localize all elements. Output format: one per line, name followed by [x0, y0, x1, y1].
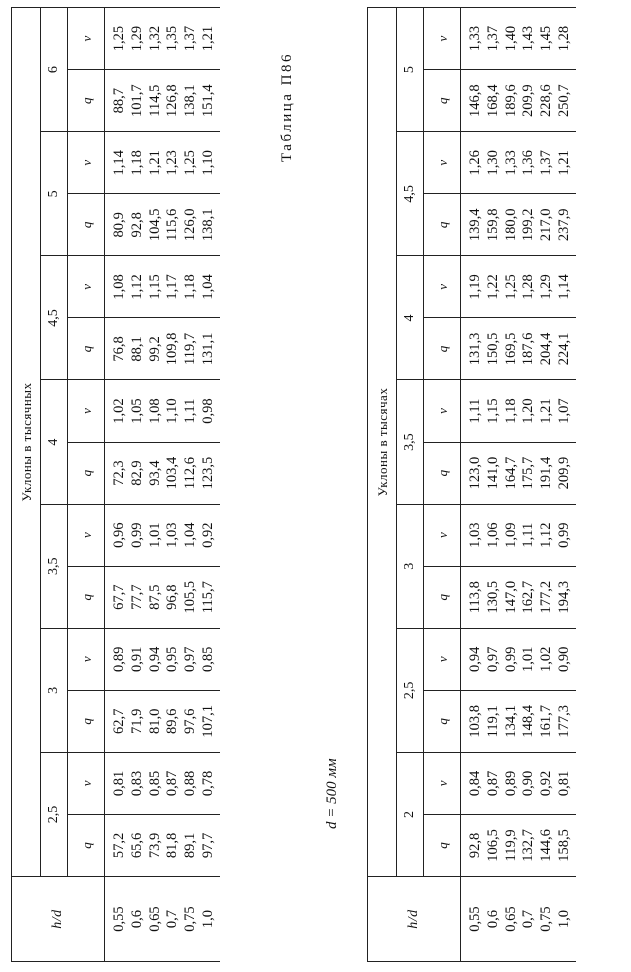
q-value: 237,9 — [555, 208, 572, 242]
q-value: 150,5 — [484, 332, 501, 366]
q-value: 162,7 — [520, 580, 537, 614]
q-value: 119,9 — [502, 829, 519, 862]
hd-value: 0,65 — [146, 906, 163, 932]
slope-header: 3 — [397, 504, 424, 628]
slope-header: 3 — [41, 628, 68, 752]
v-value: 1,33 — [502, 150, 519, 176]
slope-header: 6 — [41, 8, 68, 132]
slope-header: 5 — [397, 8, 424, 132]
v-header: v — [424, 8, 461, 70]
q-values-cell — [105, 814, 220, 876]
v-value: 1,09 — [502, 522, 519, 548]
q-value: 126,0 — [182, 208, 199, 242]
q-value: 159,8 — [484, 208, 501, 242]
v-values-cell — [461, 504, 576, 566]
v-values-cell — [105, 256, 220, 318]
v-value: 1,11 — [467, 398, 483, 424]
v-values-cell — [461, 256, 576, 318]
q-value: 168,4 — [484, 84, 501, 118]
q-value: 112,6 — [182, 457, 199, 490]
v-value: 1,25 — [111, 25, 127, 52]
q-value: 93,4 — [146, 460, 163, 486]
v-value: 1,23 — [164, 150, 181, 176]
v-header: v — [424, 752, 461, 814]
v-value: 1,03 — [467, 522, 483, 548]
v-value: 1,43 — [520, 25, 537, 52]
q-value: 103,4 — [164, 456, 181, 490]
v-values-cell — [461, 132, 576, 194]
v-value: 1,01 — [520, 646, 537, 672]
q-value: 114,5 — [146, 84, 163, 117]
q-values-cell — [105, 194, 220, 256]
v-value: 1,12 — [538, 522, 555, 548]
q-value: 141,0 — [484, 456, 501, 490]
v-header: v — [68, 380, 105, 442]
row-header: h/d — [12, 877, 105, 962]
q-value: 177,3 — [555, 705, 572, 738]
v-values-cell — [461, 752, 576, 814]
v-value: 1,18 — [128, 150, 145, 176]
v-value: 0,88 — [182, 770, 199, 797]
slope-header: 4,5 — [397, 132, 424, 256]
q-values-cell — [461, 690, 576, 752]
v-value: 0,92 — [538, 770, 555, 797]
v-value: 1,36 — [520, 150, 537, 176]
v-value: 1,29 — [538, 274, 555, 300]
v-value: 1,28 — [555, 25, 572, 52]
q-value: 131,1 — [199, 332, 216, 366]
v-value: 1,21 — [146, 150, 163, 176]
q-value: 144,6 — [538, 829, 555, 862]
q-header: q — [424, 194, 461, 256]
q-values-cell — [461, 814, 576, 876]
group-header: Уклоны в тысячах — [368, 8, 397, 877]
q-value: 71,9 — [128, 708, 145, 735]
v-value: 0,90 — [520, 770, 537, 797]
v-value: 0,84 — [467, 770, 483, 797]
v-value: 1,01 — [146, 522, 163, 548]
v-value: 0,78 — [199, 770, 216, 797]
slope-header: 4 — [41, 380, 68, 504]
v-value: 1,21 — [538, 398, 555, 424]
q-value: 89,1 — [182, 832, 199, 859]
q-value: 119,7 — [182, 332, 199, 366]
q-header: q — [68, 690, 105, 752]
v-header: v — [68, 256, 105, 318]
q-value: 96,8 — [164, 584, 181, 610]
v-value: 0,92 — [199, 522, 216, 548]
v-value: 1,04 — [199, 274, 216, 300]
v-value: 0,87 — [164, 770, 181, 797]
q-value: 189,6 — [502, 84, 519, 118]
v-value: 0,99 — [128, 522, 145, 548]
v-value: 0,90 — [555, 646, 572, 672]
q-values-cell — [461, 70, 576, 132]
v-value: 0,89 — [502, 770, 519, 797]
v-value: 1,40 — [502, 25, 519, 52]
v-value: 1,32 — [146, 25, 163, 52]
q-header: q — [424, 442, 461, 504]
table-bottom — [367, 7, 576, 962]
q-header: q — [424, 566, 461, 628]
slope-header: 2 — [397, 752, 424, 876]
v-value: 0,91 — [128, 646, 145, 672]
q-value: 146,8 — [467, 84, 483, 118]
q-value: 123,5 — [199, 456, 216, 490]
q-value: 138,1 — [199, 208, 216, 242]
v-value: 1,22 — [484, 274, 501, 300]
hd-value: 0,55 — [111, 906, 127, 932]
v-value: 1,11 — [520, 522, 537, 548]
q-header: q — [68, 566, 105, 628]
q-value: 209,9 — [520, 84, 537, 118]
v-header: v — [424, 132, 461, 194]
v-header: v — [68, 752, 105, 814]
v-value: 1,18 — [182, 274, 199, 300]
row-header: h/d — [368, 877, 461, 962]
v-value: 1,08 — [111, 274, 127, 300]
v-value: 1,26 — [467, 150, 483, 176]
q-header: q — [424, 814, 461, 876]
q-value: 158,5 — [555, 829, 572, 862]
v-value: 0,96 — [111, 522, 127, 548]
diameter-label: d = 500 мм — [324, 758, 340, 829]
q-value: 139,4 — [467, 208, 483, 242]
q-value: 180,0 — [502, 208, 519, 242]
q-values-cell — [461, 566, 576, 628]
q-value: 161,7 — [538, 705, 555, 738]
q-value: 89,6 — [164, 708, 181, 735]
q-value: 115,6 — [164, 208, 181, 241]
v-value: 0,87 — [484, 770, 501, 797]
v-value: 1,02 — [111, 398, 127, 424]
q-value: 151,4 — [199, 84, 216, 118]
v-values-cell — [105, 132, 220, 194]
v-header: v — [68, 132, 105, 194]
q-value: 80,9 — [111, 212, 127, 238]
v-value: 1,14 — [111, 150, 127, 176]
v-value: 1,17 — [164, 274, 181, 300]
v-values-cell — [105, 752, 220, 814]
q-values-cell — [105, 442, 220, 504]
v-header: v — [424, 380, 461, 442]
group-header: Уклоны в тысячных — [12, 8, 41, 877]
v-value: 1,28 — [520, 274, 537, 300]
q-values-cell — [461, 318, 576, 380]
q-header: q — [68, 814, 105, 876]
q-values-cell — [105, 566, 220, 628]
q-header: q — [68, 318, 105, 380]
hd-value: 0,6 — [128, 909, 145, 929]
q-value: 97,6 — [182, 708, 199, 735]
q-values-cell — [105, 318, 220, 380]
q-value: 204,4 — [538, 332, 555, 366]
q-value: 138,1 — [182, 84, 199, 118]
v-value: 1,04 — [182, 522, 199, 548]
hd-value: 0,75 — [182, 906, 199, 932]
q-value: 99,2 — [146, 336, 163, 362]
hd-value: 0,75 — [538, 906, 555, 932]
q-value: 250,7 — [555, 84, 572, 118]
v-value: 1,37 — [538, 150, 555, 176]
q-values-cell — [105, 690, 220, 752]
v-value: 1,02 — [538, 646, 555, 672]
q-value: 72,3 — [111, 460, 127, 486]
q-value: 77,7 — [128, 584, 145, 610]
slope-header: 4,5 — [41, 256, 68, 380]
v-values-cell — [105, 380, 220, 442]
q-values-cell — [105, 70, 220, 132]
q-value: 131,3 — [467, 332, 483, 366]
q-values-cell — [461, 442, 576, 504]
hd-value: 1,0 — [199, 909, 216, 929]
q-value: 209,9 — [555, 456, 572, 490]
hd-value: 0,55 — [467, 906, 483, 932]
q-value: 175,7 — [520, 456, 537, 490]
q-header: q — [424, 690, 461, 752]
v-value: 1,45 — [538, 25, 555, 52]
q-value: 191,4 — [538, 456, 555, 490]
v-value: 1,14 — [555, 274, 572, 300]
slope-header: 3,5 — [397, 380, 424, 504]
q-value: 97,7 — [199, 832, 216, 859]
v-value: 1,33 — [467, 25, 483, 52]
v-value: 1,06 — [484, 522, 501, 548]
v-value: 0,94 — [146, 646, 163, 672]
q-value: 92,8 — [467, 832, 483, 859]
slope-header: 4 — [397, 256, 424, 380]
q-value: 65,6 — [128, 832, 145, 859]
q-value: 177,2 — [538, 580, 555, 614]
v-value: 0,81 — [111, 770, 127, 797]
q-value: 88,1 — [128, 336, 145, 362]
q-value: 87,5 — [146, 584, 163, 610]
v-values-cell — [105, 628, 220, 690]
q-value: 82,9 — [128, 460, 145, 486]
slope-header: 5 — [41, 132, 68, 256]
v-value: 1,15 — [146, 274, 163, 300]
q-value: 115,7 — [199, 581, 216, 614]
v-values-cell — [105, 8, 220, 70]
q-value: 119,1 — [484, 705, 501, 738]
q-values-cell — [461, 194, 576, 256]
q-value: 81,0 — [146, 708, 163, 735]
v-value: 1,25 — [182, 150, 199, 176]
v-value: 0,85 — [199, 646, 216, 672]
v-value: 1,20 — [520, 398, 537, 424]
hd-values-cell — [105, 877, 220, 962]
q-value: 109,8 — [164, 332, 181, 366]
q-value: 199,2 — [520, 208, 537, 242]
table-top — [11, 7, 220, 962]
q-value: 113,8 — [467, 581, 483, 614]
hd-value: 0,7 — [520, 909, 537, 929]
q-header: q — [424, 318, 461, 380]
hd-value: 0,7 — [164, 909, 181, 929]
table-caption: Таблица П86 — [279, 52, 295, 162]
v-value: 0,95 — [164, 646, 181, 672]
q-value: 67,7 — [111, 584, 127, 610]
q-value: 228,6 — [538, 84, 555, 118]
v-value: 0,97 — [484, 646, 501, 672]
v-value: 1,37 — [182, 25, 199, 52]
hd-value: 0,65 — [502, 906, 519, 932]
q-header: q — [68, 442, 105, 504]
q-value: 194,3 — [555, 580, 572, 614]
v-value: 1,03 — [164, 522, 181, 548]
v-value: 1,10 — [199, 150, 216, 176]
v-header: v — [68, 8, 105, 70]
q-value: 107,1 — [199, 705, 216, 738]
v-values-cell — [461, 380, 576, 442]
q-header: q — [424, 70, 461, 132]
v-values-cell — [461, 8, 576, 70]
q-value: 187,6 — [520, 332, 537, 366]
slope-header: 2,5 — [41, 752, 68, 876]
v-value: 0,83 — [128, 770, 145, 797]
v-value: 1,21 — [555, 150, 572, 176]
slope-header: 3,5 — [41, 504, 68, 628]
slope-header: 2,5 — [397, 628, 424, 752]
v-header: v — [424, 504, 461, 566]
v-value: 1,07 — [555, 398, 572, 424]
v-value: 0,99 — [502, 646, 519, 672]
q-value: 104,5 — [146, 208, 163, 242]
q-value: 101,7 — [128, 84, 145, 118]
q-value: 57,2 — [111, 832, 127, 859]
q-value: 88,7 — [111, 88, 127, 114]
v-header: v — [424, 256, 461, 318]
hd-value: 1,0 — [555, 909, 572, 929]
v-value: 0,89 — [111, 646, 127, 672]
q-value: 62,7 — [111, 708, 127, 735]
v-values-cell — [105, 504, 220, 566]
q-value: 73,9 — [146, 832, 163, 859]
q-value: 92,8 — [128, 212, 145, 238]
q-value: 169,5 — [502, 332, 519, 366]
v-value: 1,12 — [128, 274, 145, 300]
q-value: 130,5 — [484, 580, 501, 614]
v-value: 0,81 — [555, 770, 572, 797]
v-value: 0,99 — [555, 522, 572, 548]
q-value: 164,7 — [502, 456, 519, 490]
v-header: v — [68, 628, 105, 690]
v-value: 0,85 — [146, 770, 163, 797]
v-values-cell — [461, 628, 576, 690]
v-value: 1,25 — [502, 274, 519, 300]
q-value: 103,8 — [467, 705, 483, 738]
q-value: 134,1 — [502, 705, 519, 738]
v-value: 1,29 — [128, 25, 145, 52]
q-value: 105,5 — [182, 580, 199, 614]
q-value: 106,5 — [484, 829, 501, 862]
q-value: 123,0 — [467, 456, 483, 490]
v-value: 1,05 — [128, 398, 145, 424]
v-value: 1,15 — [484, 398, 501, 424]
v-value: 1,08 — [146, 398, 163, 424]
v-value: 0,94 — [467, 646, 483, 672]
q-value: 126,8 — [164, 84, 181, 118]
q-header: q — [68, 194, 105, 256]
v-value: 1,37 — [484, 25, 501, 52]
q-value: 147,0 — [502, 580, 519, 614]
q-value: 76,8 — [111, 336, 127, 362]
q-value: 81,8 — [164, 832, 181, 859]
q-value: 217,0 — [538, 208, 555, 242]
q-value: 224,1 — [555, 332, 572, 366]
v-value: 1,30 — [484, 150, 501, 176]
v-value: 1,21 — [199, 25, 216, 52]
v-value: 1,18 — [502, 398, 519, 424]
q-value: 148,4 — [520, 705, 537, 738]
v-value: 0,98 — [199, 398, 216, 424]
v-header: v — [68, 504, 105, 566]
v-value: 1,35 — [164, 25, 181, 52]
hd-values-cell — [461, 877, 576, 962]
hd-value: 0,6 — [484, 909, 501, 929]
v-value: 1,19 — [467, 274, 483, 300]
v-header: v — [424, 628, 461, 690]
v-value: 1,11 — [182, 398, 199, 424]
v-value: 1,10 — [164, 398, 181, 424]
v-value: 0,97 — [182, 646, 199, 672]
q-value: 132,7 — [520, 829, 537, 862]
q-header: q — [68, 70, 105, 132]
